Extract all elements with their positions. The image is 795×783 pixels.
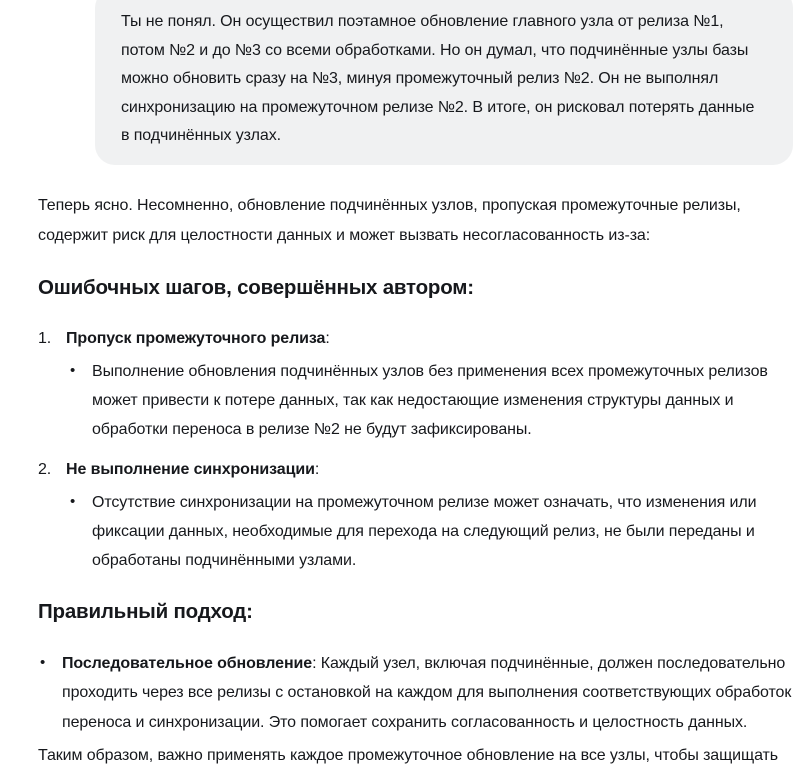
user-message-text: Ты не понял. Он осуществил поэтамное обновление главного узла от релиза №1, потом №2 и до №3 со всеми обработками. Но он думал, что подчинённые узлы базы можно обновить сразу на №3, минуя промежуточный релиз №2. Он не выполнял синхронизацию на промежуточном релизе №2. В итоге, он рисковал потерять данные в подчинённых узлах. xyxy=(121,13,755,144)
nested-bullet-list xyxy=(66,357,793,444)
assistant-intro-paragraph: Теперь ясно. Несомненно, обновление подчинённых узлов, пропуская промежуточные релизы, содержит риск для целостности данных и может вызвать несогласованность из-за: xyxy=(38,196,741,244)
list-item-term: Не выполнение синхронизации xyxy=(66,460,315,478)
approach-bullet-list xyxy=(38,649,793,738)
assistant-message xyxy=(0,191,795,772)
heading-approach: Правильный подход: xyxy=(38,599,253,623)
bullet-marker: • xyxy=(40,653,46,671)
bullet-marker: • xyxy=(70,361,76,379)
list-item-term: Последовательное обновление xyxy=(62,654,313,672)
list-item-term-separator: : xyxy=(325,329,330,347)
bullet-marker: • xyxy=(70,492,76,510)
mistakes-ordered-list xyxy=(38,325,793,575)
heading-mistakes: Ошибочных шагов, совершённых автором: xyxy=(38,275,474,299)
list-item-term-line xyxy=(66,325,793,353)
list-item xyxy=(38,456,793,575)
user-message-bubble xyxy=(95,0,793,165)
assistant-closing-paragraph: Таким образом, важно применять каждое промежуточное обновление на все узлы, чтобы защищать xyxy=(38,747,778,764)
list-item-term: Пропуск промежуточного релиза xyxy=(66,329,326,347)
list-number: 1. xyxy=(38,329,52,347)
list-item-term-line xyxy=(66,456,793,484)
list-item-term-separator: : xyxy=(314,460,320,478)
list-item-detail: Выполнение обновления подчинённых узлов без применения всех промежуточных релизов может привести к потере данных, так как недостающие изменения структуры данных и обработки переноса в релизе №2 не будут зафиксированы. xyxy=(92,362,768,438)
list-number: 2. xyxy=(38,460,52,478)
list-item-text: : Каждый узел, включая подчинённые, должен последовательно проходить через все релизы с остановкой на каждом для выполнения соответствующих обработок переноса и синхронизации. Это помогает сохранить согласованность и целостность данных. xyxy=(62,654,792,731)
list-item xyxy=(70,488,793,575)
list-item xyxy=(40,649,793,738)
list-item xyxy=(38,325,793,444)
list-item xyxy=(70,357,793,444)
list-item-detail: Отсутствие синхронизации на промежуточном релизе может означать, что изменения или фиксации данных, необходимые для перехода на следующий релиз, не были переданы и обработаны подчинёнными узлами. xyxy=(92,493,757,569)
nested-bullet-list xyxy=(66,488,793,575)
